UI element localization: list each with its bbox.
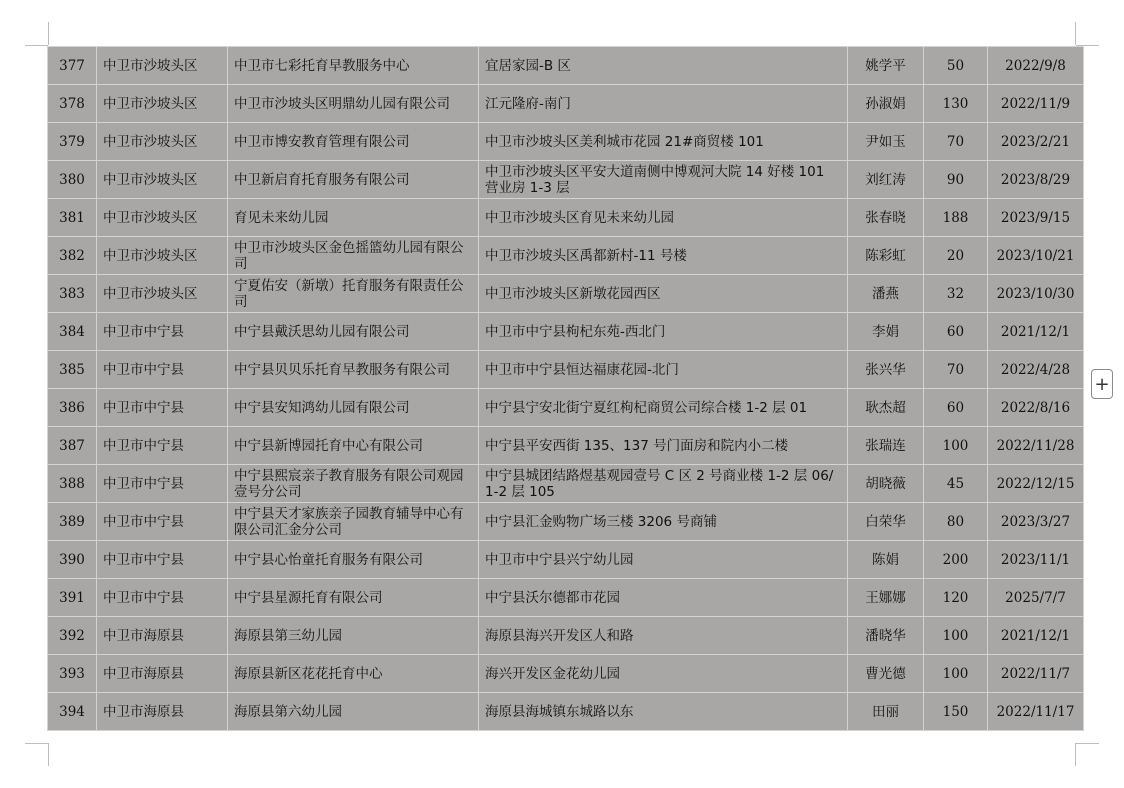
date-cell: 2025/7/7	[988, 579, 1084, 617]
organization-cell: 中卫市沙坡头区金色摇篮幼儿园有限公司	[228, 237, 479, 275]
capacity-cell: 60	[924, 313, 988, 351]
district-cell: 中卫市沙坡头区	[97, 85, 228, 123]
contact-person-cell: 潘晓华	[848, 617, 924, 655]
date-cell: 2022/11/9	[988, 85, 1084, 123]
address-cell: 中卫市中宁县兴宁幼儿园	[479, 541, 848, 579]
contact-person-cell: 李娟	[848, 313, 924, 351]
capacity-cell: 130	[924, 85, 988, 123]
table-row	[48, 275, 1084, 313]
contact-person-cell: 张兴华	[848, 351, 924, 389]
contact-person-cell: 尹如玉	[848, 123, 924, 161]
date-cell: 2023/11/1	[988, 541, 1084, 579]
row-number-cell: 382	[48, 237, 97, 275]
table-row	[48, 47, 1084, 85]
contact-person-cell: 张瑞连	[848, 427, 924, 465]
contact-person-cell: 姚学平	[848, 47, 924, 85]
organization-cell: 中卫新启育托育服务有限公司	[228, 161, 479, 199]
row-number-cell: 380	[48, 161, 97, 199]
date-cell: 2021/12/1	[988, 617, 1084, 655]
district-cell: 中卫市沙坡头区	[97, 275, 228, 313]
organization-cell: 中宁县心怡童托育服务有限公司	[228, 541, 479, 579]
crop-mark	[25, 45, 48, 46]
table-row	[48, 465, 1084, 503]
capacity-cell: 150	[924, 693, 988, 731]
organization-cell: 中卫市沙坡头区明鼎幼儿园有限公司	[228, 85, 479, 123]
crop-mark	[1076, 743, 1099, 744]
row-number-cell: 386	[48, 389, 97, 427]
table-row	[48, 313, 1084, 351]
district-cell: 中卫市沙坡头区	[97, 47, 228, 85]
row-number-cell: 377	[48, 47, 97, 85]
capacity-cell: 70	[924, 123, 988, 161]
district-cell: 中卫市沙坡头区	[97, 237, 228, 275]
address-cell: 中卫市沙坡头区平安大道南侧中博观河大院 14 好楼 101 营业房 1-3 层	[479, 161, 848, 199]
table-row	[48, 541, 1084, 579]
data-table-wrapper	[47, 46, 1083, 731]
district-cell: 中卫市中宁县	[97, 313, 228, 351]
row-number-cell: 393	[48, 655, 97, 693]
district-cell: 中卫市海原县	[97, 617, 228, 655]
organization-cell: 海原县新区花花托育中心	[228, 655, 479, 693]
date-cell: 2023/3/27	[988, 503, 1084, 541]
row-number-cell: 388	[48, 465, 97, 503]
address-cell: 中卫市沙坡头区新墩花园西区	[479, 275, 848, 313]
row-number-cell: 378	[48, 85, 97, 123]
organization-cell: 中宁县戴沃思幼儿园有限公司	[228, 313, 479, 351]
district-cell: 中卫市中宁县	[97, 465, 228, 503]
crop-mark	[48, 22, 49, 45]
row-number-cell: 381	[48, 199, 97, 237]
row-number-cell: 379	[48, 123, 97, 161]
organization-cell: 中宁县星源托育有限公司	[228, 579, 479, 617]
address-cell: 中卫市沙坡头区育见未来幼儿园	[479, 199, 848, 237]
contact-person-cell: 白荣华	[848, 503, 924, 541]
organization-cell: 中卫市七彩托育早教服务中心	[228, 47, 479, 85]
contact-person-cell: 曹光德	[848, 655, 924, 693]
capacity-cell: 90	[924, 161, 988, 199]
date-cell: 2023/9/15	[988, 199, 1084, 237]
row-number-cell: 387	[48, 427, 97, 465]
table-row	[48, 199, 1084, 237]
row-number-cell: 389	[48, 503, 97, 541]
contact-person-cell: 胡晓薇	[848, 465, 924, 503]
district-cell: 中卫市中宁县	[97, 389, 228, 427]
capacity-cell: 100	[924, 617, 988, 655]
contact-person-cell: 王娜娜	[848, 579, 924, 617]
row-number-cell: 385	[48, 351, 97, 389]
table-row	[48, 351, 1084, 389]
table-row	[48, 503, 1084, 541]
row-number-cell: 384	[48, 313, 97, 351]
table-row	[48, 655, 1084, 693]
row-number-cell: 390	[48, 541, 97, 579]
address-cell: 海原县海兴开发区人和路	[479, 617, 848, 655]
row-number-cell: 391	[48, 579, 97, 617]
organization-cell: 中宁县天才家族亲子园教育辅导中心有限公司汇金分公司	[228, 503, 479, 541]
address-cell: 江元隆府-南门	[479, 85, 848, 123]
capacity-cell: 100	[924, 427, 988, 465]
date-cell: 2022/11/28	[988, 427, 1084, 465]
table-row	[48, 237, 1084, 275]
contact-person-cell: 张春晓	[848, 199, 924, 237]
contact-person-cell: 陈彩虹	[848, 237, 924, 275]
organization-cell: 中宁县安知鸿幼儿园有限公司	[228, 389, 479, 427]
organization-cell: 海原县第三幼儿园	[228, 617, 479, 655]
capacity-cell: 200	[924, 541, 988, 579]
address-cell: 中卫市沙坡头区美利城市花园 21#商贸楼 101	[479, 123, 848, 161]
row-number-cell: 392	[48, 617, 97, 655]
capacity-cell: 20	[924, 237, 988, 275]
district-cell: 中卫市沙坡头区	[97, 199, 228, 237]
table-row	[48, 123, 1084, 161]
address-cell: 中卫市沙坡头区禹都新村-11 号楼	[479, 237, 848, 275]
district-cell: 中卫市中宁县	[97, 427, 228, 465]
table-row	[48, 389, 1084, 427]
capacity-cell: 80	[924, 503, 988, 541]
table-row	[48, 85, 1084, 123]
contact-person-cell: 孙淑娟	[848, 85, 924, 123]
address-cell: 宜居家园-B 区	[479, 47, 848, 85]
contact-person-cell: 田丽	[848, 693, 924, 731]
date-cell: 2022/11/7	[988, 655, 1084, 693]
capacity-cell: 188	[924, 199, 988, 237]
district-cell: 中卫市中宁县	[97, 503, 228, 541]
contact-person-cell: 耿杰超	[848, 389, 924, 427]
contact-person-cell: 潘燕	[848, 275, 924, 313]
address-cell: 海原县海城镇东城路以东	[479, 693, 848, 731]
district-cell: 中卫市中宁县	[97, 579, 228, 617]
organization-cell: 中卫市博安教育管理有限公司	[228, 123, 479, 161]
capacity-cell: 50	[924, 47, 988, 85]
district-cell: 中卫市中宁县	[97, 541, 228, 579]
crop-mark	[25, 743, 48, 744]
address-cell: 中宁县宁安北街宁夏红枸杞商贸公司综合楼 1-2 层 01	[479, 389, 848, 427]
table-row	[48, 617, 1084, 655]
address-cell: 中卫市中宁县恒达福康花园-北门	[479, 351, 848, 389]
add-row-button[interactable]: +	[1091, 369, 1113, 399]
date-cell: 2023/10/21	[988, 237, 1084, 275]
organization-cell: 中宁县新博园托育中心有限公司	[228, 427, 479, 465]
crop-mark	[1075, 743, 1076, 766]
date-cell: 2023/10/30	[988, 275, 1084, 313]
capacity-cell: 120	[924, 579, 988, 617]
address-cell: 中宁县城团结路煜基观园壹号 C 区 2 号商业楼 1-2 层 06/1-2 层 105	[479, 465, 848, 503]
address-cell: 中卫市中宁县枸杞东苑-西北门	[479, 313, 848, 351]
contact-person-cell: 陈娟	[848, 541, 924, 579]
data-table	[47, 46, 1084, 731]
organization-cell: 育见未来幼儿园	[228, 199, 479, 237]
date-cell: 2021/12/1	[988, 313, 1084, 351]
address-cell: 海兴开发区金花幼儿园	[479, 655, 848, 693]
address-cell: 中宁县汇金购物广场三楼 3206 号商铺	[479, 503, 848, 541]
date-cell: 2022/11/17	[988, 693, 1084, 731]
date-cell: 2023/2/21	[988, 123, 1084, 161]
row-number-cell: 383	[48, 275, 97, 313]
organization-cell: 海原县第六幼儿园	[228, 693, 479, 731]
date-cell: 2022/4/28	[988, 351, 1084, 389]
address-cell: 中宁县沃尔德都市花园	[479, 579, 848, 617]
table-row	[48, 693, 1084, 731]
capacity-cell: 45	[924, 465, 988, 503]
date-cell: 2022/8/16	[988, 389, 1084, 427]
date-cell: 2022/12/15	[988, 465, 1084, 503]
organization-cell: 中宁县贝贝乐托育早教服务有限公司	[228, 351, 479, 389]
district-cell: 中卫市海原县	[97, 693, 228, 731]
table-row	[48, 161, 1084, 199]
organization-cell: 宁夏佑安（新墩）托育服务有限责任公司	[228, 275, 479, 313]
district-cell: 中卫市中宁县	[97, 351, 228, 389]
date-cell: 2023/8/29	[988, 161, 1084, 199]
district-cell: 中卫市沙坡头区	[97, 123, 228, 161]
district-cell: 中卫市沙坡头区	[97, 161, 228, 199]
table-row	[48, 579, 1084, 617]
contact-person-cell: 刘红涛	[848, 161, 924, 199]
capacity-cell: 70	[924, 351, 988, 389]
capacity-cell: 60	[924, 389, 988, 427]
organization-cell: 中宁县熙宸亲子教育服务有限公司观园壹号分公司	[228, 465, 479, 503]
crop-mark	[1075, 22, 1076, 45]
table-row	[48, 427, 1084, 465]
address-cell: 中宁县平安西街 135、137 号门面房和院内小二楼	[479, 427, 848, 465]
date-cell: 2022/9/8	[988, 47, 1084, 85]
crop-mark	[48, 743, 49, 766]
capacity-cell: 32	[924, 275, 988, 313]
district-cell: 中卫市海原县	[97, 655, 228, 693]
row-number-cell: 394	[48, 693, 97, 731]
capacity-cell: 100	[924, 655, 988, 693]
